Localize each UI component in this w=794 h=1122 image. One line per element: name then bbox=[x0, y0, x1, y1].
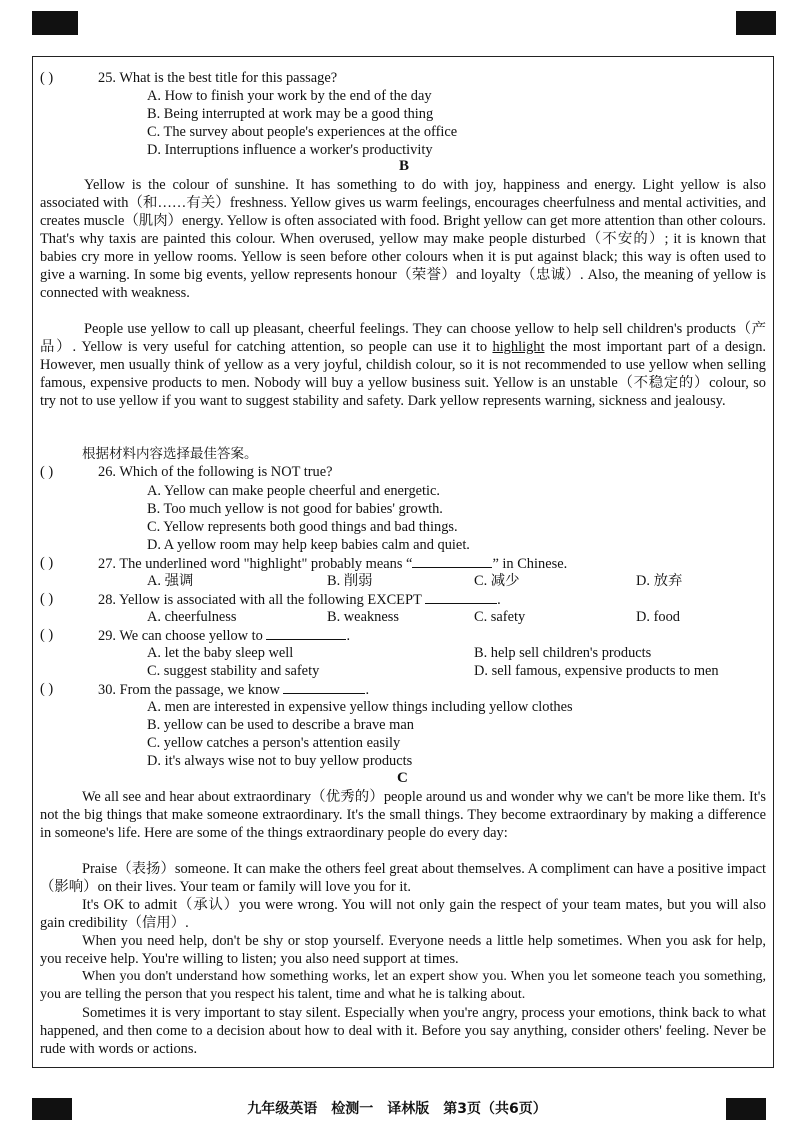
section-c-paragraph-1: We all see and hear about extraordinary（优秀的）people around us and wonder why we can't be more like them. It's not the big things that make someone extraordinary. It's the small things. They become extraordinary by making a difference in someone's life. Here are some of the things extraordinary people do every day: bbox=[40, 789, 766, 841]
q28-option-b: B. weakness bbox=[327, 609, 399, 625]
q29-option-c: C. suggest stability and safety bbox=[147, 663, 320, 679]
q29-option-d: D. sell famous, expensive products to men bbox=[474, 663, 719, 679]
q30-option-d: D. it's always wise not to buy yellow products bbox=[147, 753, 413, 769]
q26-option-c: C. Yellow represents both good things and bad things. bbox=[147, 519, 458, 535]
q26-option-b: B. Too much yellow is not good for babies' growth. bbox=[147, 501, 443, 517]
q29-stem-end: . bbox=[346, 628, 351, 644]
q28-stem-start: 28. Yellow is associated with all the following EXCEPT bbox=[98, 592, 422, 608]
q25-option-d: D. Interruptions influence a worker's productivity bbox=[147, 142, 433, 158]
q27-stem-start: 27. The underlined word "highlight" probably means “ bbox=[98, 556, 413, 572]
section-b-paragraph-2 bbox=[40, 320, 766, 410]
q26-answer-paren: ( ) bbox=[40, 464, 54, 480]
q28-option-a: A. cheerfulness bbox=[147, 609, 237, 625]
q29-option-b: B. help sell children's products bbox=[474, 645, 652, 661]
q28-option-c: C. safety bbox=[474, 609, 526, 625]
section-c-paragraph-5: When you don't understand how something works, let an expert show you. When you let someone teach you something, you are telling the person that you respect his talent, time and what he is talking about. bbox=[40, 969, 766, 1002]
q27-stem-end: ” in Chinese. bbox=[492, 556, 568, 572]
q29-answer-blank bbox=[266, 627, 346, 640]
q26-stem: 26. Which of the following is NOT true? bbox=[98, 464, 333, 480]
q26-option-a: A. Yellow can make people cheerful and energetic. bbox=[147, 483, 441, 499]
section-b-paragraph-2-end: the most important part of a design. However, men usually think of yellow as a very joyful, childish colour, so it is not recommended to use yellow when selling famous, expensive products to men. Nobody will buy a yellow business suit. Yellow is an unstable（不稳定的）colour, so try not to use yellow if you want to suggest stability and safety. Dark yellow represents warning, sickness and jealousy. bbox=[40, 339, 766, 409]
q30-stem-end: . bbox=[365, 682, 370, 698]
q30-option-a: A. men are interested in expensive yellow things including yellow clothes bbox=[147, 699, 573, 715]
section-c-paragraph-4: When you need help, don't be shy or stop yourself. Everyone needs a little help sometimes. When you ask for help, you receive help. You're willing to listen; you also need support at times. bbox=[40, 933, 766, 967]
q30-stem-start: 30. From the passage, we know bbox=[98, 682, 280, 698]
q30-answer-paren: ( ) bbox=[40, 681, 54, 697]
q30-option-c: C. yellow catches a person's attention easily bbox=[147, 735, 401, 751]
q27-option-d: D. 放弃 bbox=[636, 573, 683, 589]
q28-stem bbox=[98, 591, 501, 609]
q29-stem bbox=[98, 627, 350, 645]
section-b-paragraph-1: Yellow is the colour of sunshine. It has something to do with joy, happiness and energy. Light yellow is also associated with（和……有关）freshness. Yellow gives us warm feelings, encourages cheerfulness and mental activities, and creates muscle（肌肉）energy. Yellow is often associated with food. Bright yellow can get more attention than other colours. That's why taxis are painted this colour. When overused, yellow may make people disturbed（不安的）; it is known that babies cry more in yellow rooms. Yellow is seen before other colours when it is put against black; this way is often used to give a warning. In some big events, yellow represents honour（荣誉）and loyalty（忠诚）. Also, the meaning of yellow is connected with weakness. bbox=[40, 177, 766, 301]
registration-mark-top-right bbox=[736, 11, 776, 35]
q27-answer-blank bbox=[412, 555, 492, 568]
section-c-paragraph-6: Sometimes it is very important to stay silent. Especially when you're angry, process your emotions, think back to what happened, and then come to a decision about how to deal with it. Before you say anything, consider others' feeling. Never be rude with words or actions. bbox=[40, 1005, 766, 1057]
q29-stem-start: 29. We can choose yellow to bbox=[98, 628, 263, 644]
q29-answer-paren: ( ) bbox=[40, 627, 54, 643]
q27-option-b: B. 削弱 bbox=[327, 573, 373, 589]
highlight-underlined-word: highlight bbox=[492, 339, 545, 355]
registration-mark-top-left bbox=[32, 11, 78, 35]
section-b-label: B bbox=[399, 158, 410, 174]
q28-option-d: D. food bbox=[636, 609, 680, 625]
section-b-instruction: 根据材料内容选择最佳答案。 bbox=[82, 446, 258, 462]
q25-option-b: B. Being interrupted at work may be a good thing bbox=[147, 106, 434, 122]
q25-option-c: C. The survey about people's experiences at the office bbox=[147, 124, 458, 140]
q27-stem bbox=[98, 555, 567, 573]
page-footer: 九年级英语 检测一 译林版 第3页（共6页） bbox=[247, 1101, 547, 1117]
q28-stem-end: . bbox=[497, 592, 501, 608]
q30-answer-blank bbox=[283, 681, 365, 694]
q26-option-d: D. A yellow room may help keep babies calm and quiet. bbox=[147, 537, 470, 553]
section-b-paragraph-2-start: People use yellow to call up pleasant, cheerful feelings. They can choose yellow to help sell children's products（产品）. Yellow is very useful for catching attention, so people can use it to bbox=[40, 321, 766, 355]
q30-stem bbox=[98, 681, 369, 699]
q29-option-a: A. let the baby sleep well bbox=[147, 645, 294, 661]
q27-option-a: A. 强调 bbox=[147, 573, 194, 589]
section-c-label: C bbox=[397, 770, 408, 786]
q25-answer-paren: ( ) bbox=[40, 70, 54, 86]
q27-option-c: C. 减少 bbox=[474, 573, 520, 589]
section-c-paragraph-2: Praise（表扬）someone. It can make the others feel great about themselves. A compliment can have a positive impact（影响）on their lives. Your team or family will love you for it. bbox=[40, 861, 766, 895]
q28-answer-blank bbox=[425, 591, 497, 604]
q25-option-a: A. How to finish your work by the end of the day bbox=[147, 88, 432, 104]
q30-option-b: B. yellow can be used to describe a brave man bbox=[147, 717, 414, 733]
q27-answer-paren: ( ) bbox=[40, 555, 54, 571]
section-c-paragraph-3: It's OK to admit（承认）you were wrong. You will not only gain the respect of your team mates, but you will also gain credibility（信用）. bbox=[40, 897, 766, 931]
q25-stem: 25. What is the best title for this passage? bbox=[98, 70, 338, 86]
q28-answer-paren: ( ) bbox=[40, 591, 54, 607]
